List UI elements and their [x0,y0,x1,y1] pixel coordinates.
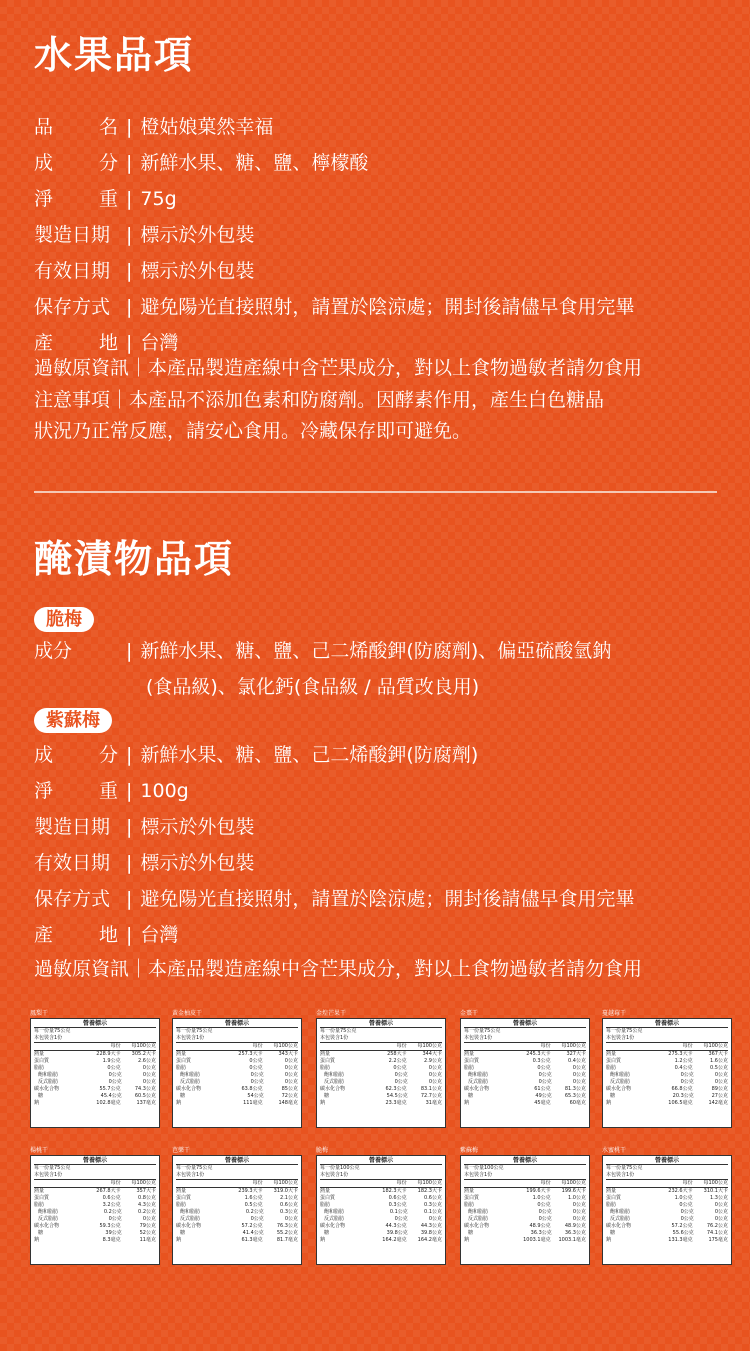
nutrition-card [316,1155,446,1265]
info-label: 成 分 [34,744,118,766]
info-label: 產 地 [34,924,118,946]
nutrition-row: 碳水化合物 59.3公克 79公克 [34,1223,156,1229]
info-value: 避免陽光直接照射，請置於陰涼處；開封後請儘早食用完畢 [140,888,635,910]
nutrition-row: 熱量 228.9大卡 305.2大卡 [34,1051,156,1057]
nutrition-row: 蛋白質 1.2公克 1.6公克 [606,1058,728,1064]
nutrition-row: 鈉 106.5毫克 142毫克 [606,1100,728,1106]
nutrition-row: 鈉 61.3毫克 81.7毫克 [176,1237,298,1243]
info-label: 製造日期 [34,816,111,838]
nutrition-card-title: 營養標示 [176,1020,298,1028]
info-value: 標示於外包裝 [140,816,255,838]
nutrition-row: 糖 20.3公克 27公克 [610,1093,728,1099]
nutrition-label [602,1147,732,1265]
info-label: 品 名 [34,116,118,138]
nutrition-row: 反式脂肪 0公克 0公克 [468,1079,586,1085]
nutrition-row: 熱量 258大卡 344大卡 [320,1051,442,1057]
nutrition-row: 蛋白質 1.9公克 2.6公克 [34,1058,156,1064]
info-value: 新鮮水果、糖、鹽、己二烯酸鉀(防腐劑) [140,744,479,766]
nutrition-row: 熱量 232.6大卡 310.1大卡 [606,1188,728,1194]
nutrition-row: 鈉 45毫克 60毫克 [464,1100,586,1106]
nutrition-row: 脂肪 0公克 0公克 [464,1065,586,1071]
nutrition-row: 鈉 102.8毫克 137毫克 [34,1100,156,1106]
nutrition-product-name: 紫蘇梅 [460,1147,479,1154]
nutrition-row: 反式脂肪 0公克 0公克 [324,1216,442,1222]
nutrition-product-name: 芭樂干 [172,1147,191,1154]
separator: | [126,744,133,766]
nutrition-card [172,1155,302,1265]
zisu-mei-info-list [34,742,724,958]
nutrition-row: 蛋白質 0.6公克 0.8公克 [34,1195,156,1201]
nutrition-row: 脂肪 0.5公克 0.6公克 [176,1202,298,1208]
nutrition-row: 蛋白質 0公克 0公克 [176,1058,298,1064]
nutrition-row: 飽和脂肪 0.2公克 0.2公克 [38,1209,156,1215]
separator: | [126,260,133,282]
cui-mei-badge: 脆梅 [34,607,94,632]
info-value: 新鮮水果、糖、鹽、檸檬酸 [140,152,369,174]
info-row [34,886,724,922]
nutrition-row: 鈉 164.2毫克 164.2毫克 [320,1237,442,1243]
info-value: 標示於外包裝 [140,260,255,282]
nutrition-row: 熱量 257.3大卡 343大卡 [176,1051,298,1057]
nutrition-row: 糖 45.4公克 60.5公克 [38,1093,156,1099]
nutrition-row: 飽和脂肪 0.1公克 0.1公克 [324,1209,442,1215]
nutrition-row: 鈉 23.3毫克 31毫克 [320,1100,442,1106]
nutrition-row: 碳水化合物 61公克 81.3公克 [464,1086,586,1092]
nutrition-card [30,1155,160,1265]
info-value: 標示於外包裝 [140,224,255,246]
nutrition-row: 脂肪 0公克 0公克 [320,1065,442,1071]
nutrition-row: 糖 36.3公克 36.3公克 [468,1230,586,1236]
nutrition-row: 脂肪 3.2公克 4.3公克 [34,1202,156,1208]
nutrition-row: 飽和脂肪 0公克 0公克 [324,1072,442,1078]
nutrition-serving-info: 每一份量100公克 本包裝含1份 [320,1165,442,1180]
nutrition-row: 飽和脂肪 0公克 0公克 [610,1209,728,1215]
nutrition-row: 脂肪 0公克 0公克 [34,1065,156,1071]
nutrition-header: 每份 每100公克 [176,1180,298,1188]
nutrition-card [602,1018,732,1128]
info-label: 製造日期 [34,224,111,246]
fruit-notice-line-2: 狀況乃正常反應，請安心食用。冷藏保存即可避免。 [34,420,472,442]
info-row [34,150,724,186]
separator: | [126,224,133,246]
nutrition-row: 糖 55.6公克 74.1公克 [610,1230,728,1236]
nutrition-card-title: 營養標示 [606,1020,728,1028]
nutrition-serving-info: 每一份量75公克 本包裝含1份 [34,1028,156,1043]
nutrition-row: 飽和脂肪 0公克 0公克 [610,1072,728,1078]
nutrition-row: 飽和脂肪 0公克 0公克 [38,1072,156,1078]
nutrition-product-name: 脆梅 [316,1147,329,1154]
nutrition-product-name: 蔓越莓干 [602,1010,627,1017]
nutrition-header: 每份 每100公克 [606,1043,728,1051]
nutrition-row: 熱量 275.3大卡 367大卡 [606,1051,728,1057]
nutrition-row: 鈉 131.3毫克 175毫克 [606,1237,728,1243]
nutrition-card-title: 營養標示 [464,1020,586,1028]
nutrition-header: 每份 每100公克 [34,1180,156,1188]
separator: | [126,888,133,910]
nutrition-row: 飽和脂肪 0公克 0公克 [180,1072,298,1078]
section-divider [34,491,717,493]
nutrition-header: 每份 每100公克 [320,1180,442,1188]
separator: | [126,816,133,838]
info-value: 標示於外包裝 [140,852,255,874]
nutrition-row: 糖 39.8公克 39.8公克 [324,1230,442,1236]
nutrition-product-name: 鳳梨干 [30,1010,49,1017]
nutrition-row: 飽和脂肪 0.2公克 0.3公克 [180,1209,298,1215]
nutrition-card [460,1018,590,1128]
nutrition-card [602,1155,732,1265]
nutrition-row: 糖 39公克 52公克 [38,1230,156,1236]
nutrition-card [316,1018,446,1128]
nutrition-product-name: 楊桃干 [30,1147,49,1154]
nutrition-row: 反式脂肪 0公克 0公克 [610,1216,728,1222]
nutrition-row: 碳水化合物 44.3公克 44.3公克 [320,1223,442,1229]
nutrition-row: 熱量 267.8大卡 357大卡 [34,1188,156,1194]
nutrition-row: 碳水化合物 66.8公克 89公克 [606,1086,728,1092]
separator: | [126,852,133,874]
nutrition-row: 糖 54.5公克 72.7公克 [324,1093,442,1099]
nutrition-card-title: 營養標示 [320,1020,442,1028]
nutrition-product-name: 水蜜桃干 [602,1147,627,1154]
nutrition-row: 反式脂肪 0公克 0公克 [610,1079,728,1085]
nutrition-card [30,1018,160,1128]
info-label: 產 地 [34,332,118,354]
nutrition-row: 脂肪 0.4公克 0.5公克 [606,1065,728,1071]
separator: | [126,924,133,946]
nutrition-row: 碳水化合物 57.2公克 76.2公克 [606,1223,728,1229]
info-row [34,222,724,258]
info-value: 避免陽光直接照射，請置於陰涼處；開封後請儘早食用完畢 [140,296,635,318]
info-label: 保存方式 [34,296,111,318]
info-label: 成 分 [34,152,118,174]
nutrition-row: 反式脂肪 0公克 0公克 [180,1216,298,1222]
nutrition-serving-info: 每一份量75公克 本包裝含1份 [606,1028,728,1043]
nutrition-row: 蛋白質 1.0公克 1.3公克 [606,1195,728,1201]
nutrition-card [460,1155,590,1265]
nutrition-card-title: 營養標示 [176,1157,298,1165]
info-value: 100g [140,780,189,802]
info-row [34,742,724,778]
info-value: 台灣 [140,924,179,946]
nutrition-row: 碳水化合物 63.8公克 85公克 [176,1086,298,1092]
nutrition-row: 反式脂肪 0公克 0公克 [324,1079,442,1085]
nutrition-serving-info: 每一份量75公克 本包裝含1份 [320,1028,442,1043]
info-label: 淨 重 [34,188,118,210]
nutrition-row: 脂肪 0.3公克 0.3公克 [320,1202,442,1208]
nutrition-row: 熱量 199.6大卡 199.6大卡 [464,1188,586,1194]
info-label: 有效日期 [34,852,111,874]
nutrition-serving-info: 每一份量75公克 本包裝含1份 [34,1165,156,1180]
nutrition-row: 反式脂肪 0公克 0公克 [468,1216,586,1222]
nutrition-serving-info: 每一份量75公克 本包裝含1份 [606,1165,728,1180]
nutrition-label [30,1010,160,1128]
nutrition-row: 碳水化合物 57.2公克 76.3公克 [176,1223,298,1229]
info-value: 台灣 [140,332,179,354]
fruit-section-title: 水果品項 [34,33,195,77]
nutrition-row: 蛋白質 0.3公克 0.4公克 [464,1058,586,1064]
nutrition-serving-info: 每一份量100公克 本包裝含1份 [464,1165,586,1180]
nutrition-row: 蛋白質 1.0公克 1.0公克 [464,1195,586,1201]
nutrition-header: 每份 每100公克 [464,1180,586,1188]
nutrition-row: 鈉 1003.1毫克 1003.1毫克 [464,1237,586,1243]
pickled-section-title: 醃漬物品項 [34,537,235,581]
info-row [34,778,724,814]
nutrition-header: 每份 每100公克 [176,1043,298,1051]
ingredients-value: 新鮮水果、糖、鹽、己二烯酸鉀(防腐劑)、偏亞硫酸氫鈉 [140,640,612,662]
cui-mei-ingredients-cont: (食品級)、氯化鈣(食品級 / 品質改良用) [146,676,480,698]
nutrition-row: 反式脂肪 0公克 0公克 [38,1079,156,1085]
nutrition-row: 熱量 245.3大卡 327大卡 [464,1051,586,1057]
nutrition-row: 反式脂肪 0公克 0公克 [180,1079,298,1085]
fruit-allergen-info: 過敏原資訊｜本產品製造產線中含芒果成分，對以上食物過敏者請勿食用 [34,357,643,379]
nutrition-product-name: 金煌芒果干 [316,1010,347,1017]
nutrition-card-title: 營養標示 [464,1157,586,1165]
nutrition-product-name: 黃金柚皮干 [172,1010,203,1017]
nutrition-row: 碳水化合物 55.7公克 74.3公克 [34,1086,156,1092]
info-value: 橙姑娘菓然幸福 [140,116,274,138]
nutrition-row: 蛋白質 2.2公克 2.9公克 [320,1058,442,1064]
nutrition-card-title: 營養標示 [34,1157,156,1165]
nutrition-row: 鈉 8.3毫克 11毫克 [34,1237,156,1243]
nutrition-row: 熱量 239.3大卡 319.0大卡 [176,1188,298,1194]
info-label: 淨 重 [34,780,118,802]
nutrition-card-title: 營養標示 [320,1157,442,1165]
ingredients-label: 成分 [34,640,73,662]
info-row [34,922,724,958]
separator: | [126,116,133,138]
nutrition-label [30,1147,160,1265]
separator: | [126,332,133,354]
nutrition-card [172,1018,302,1128]
nutrition-header: 每份 每100公克 [464,1043,586,1051]
nutrition-serving-info: 每一份量75公克 本包裝含1份 [176,1165,298,1180]
nutrition-row: 反式脂肪 0公克 0公克 [38,1216,156,1222]
nutrition-row: 蛋白質 1.6公克 2.1公克 [176,1195,298,1201]
info-label: 有效日期 [34,260,111,282]
nutrition-label [172,1010,302,1128]
separator: | [126,188,133,210]
nutrition-product-name: 金棗干 [460,1010,479,1017]
nutrition-row: 脂肪 0公克 0公克 [464,1202,586,1208]
nutrition-row: 碳水化合物 48.9公克 48.9公克 [464,1223,586,1229]
nutrition-row: 鈉 111毫克 148毫克 [176,1100,298,1106]
nutrition-label [460,1147,590,1265]
zisu-mei-allergen-info: 過敏原資訊｜本產品製造產線中含芒果成分，對以上食物過敏者請勿食用 [34,958,643,980]
info-row [34,114,724,150]
nutrition-row: 糖 49公克 65.3公克 [468,1093,586,1099]
nutrition-serving-info: 每一份量75公克 本包裝含1份 [176,1028,298,1043]
nutrition-card-title: 營養標示 [34,1020,156,1028]
nutrition-label [316,1147,446,1265]
nutrition-row: 碳水化合物 62.3公克 83.1公克 [320,1086,442,1092]
nutrition-header: 每份 每100公克 [606,1180,728,1188]
nutrition-serving-info: 每一份量75公克 本包裝含1份 [464,1028,586,1043]
nutrition-row: 脂肪 0公克 0公克 [176,1065,298,1071]
info-row [34,814,724,850]
nutrition-row: 熱量 182.3大卡 182.3大卡 [320,1188,442,1194]
nutrition-row: 飽和脂肪 0公克 0公克 [468,1209,586,1215]
zisu-mei-badge: 紫蘇梅 [34,708,112,733]
fruit-info-list [34,114,724,366]
info-label: 保存方式 [34,888,111,910]
info-row [34,850,724,886]
nutrition-label [172,1147,302,1265]
nutrition-header: 每份 每100公克 [34,1043,156,1051]
fruit-notice-line-1: 注意事項｜本產品不添加色素和防腐劑。因酵素作用，產生白色糖晶 [34,389,605,411]
nutrition-row: 脂肪 0公克 0公克 [606,1202,728,1208]
nutrition-card-title: 營養標示 [606,1157,728,1165]
info-row [34,294,724,330]
nutrition-row: 蛋白質 0.6公克 0.6公克 [320,1195,442,1201]
nutrition-label [316,1010,446,1128]
nutrition-row: 糖 54公克 72公克 [180,1093,298,1099]
separator: | [126,152,133,174]
info-row [34,258,724,294]
info-row [34,186,724,222]
nutrition-row: 飽和脂肪 0公克 0公克 [468,1072,586,1078]
nutrition-label [460,1010,590,1128]
nutrition-label [602,1010,732,1128]
nutrition-header: 每份 每100公克 [320,1043,442,1051]
cui-mei-ingredients: 成分 | 新鮮水果、糖、鹽、己二烯酸鉀(防腐劑)、偏亞硫酸氫鈉 [34,638,724,674]
nutrition-row: 糖 41.4公克 55.2公克 [180,1230,298,1236]
separator: | [126,780,133,802]
info-value: 75g [140,188,177,210]
separator: | [126,296,133,318]
